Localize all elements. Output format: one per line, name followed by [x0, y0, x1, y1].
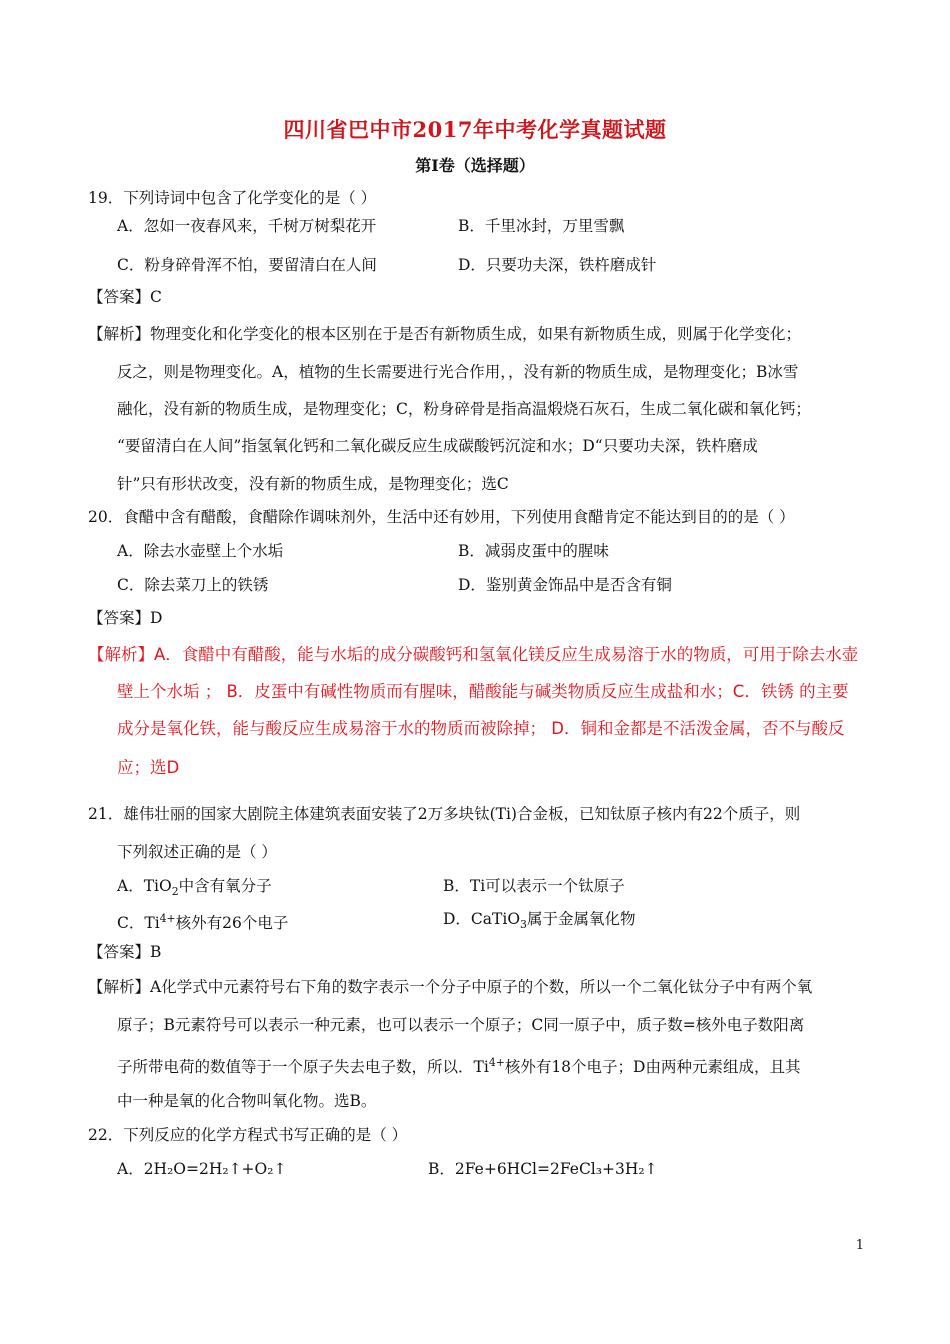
question-19-option-d: D．只要功夫深，铁杵磨成针	[458, 256, 657, 274]
question-21-option-c: C．$Ti^{4+}$核外有26个电子	[117, 912, 289, 933]
question-19-explanation-line: 针”只有形状改变，没有新的物质生成，是物理变化；选C	[117, 475, 509, 493]
question-21-explanation-line: 中一种是氧的化合物叫氧化物。选B。	[117, 1092, 377, 1110]
question-19-stem: 19．下列诗词中包含了化学变化的是（ ）	[88, 189, 377, 207]
page-number: 1	[855, 1238, 864, 1253]
question-19-option-b: B．千里冰封，万里雪飘	[458, 217, 625, 235]
section-heading: 第Ⅰ卷（选择题）	[415, 156, 535, 175]
question-21-stem-continued: 下列叙述正确的是（ ）	[117, 843, 277, 861]
question-19-option-a: A．忽如一夜春风来，千树万树梨花开	[117, 217, 377, 235]
question-19-answer: 【答案】C	[88, 288, 162, 306]
question-19-explanation-line: 反之，则是物理变化。A，植物的生长需要进行光合作用，，没有新的物质生成，是物理变化；B冰雪	[117, 363, 799, 381]
question-19-explanation-line: 【解析】物理变化和化学变化的根本区别在于是否有新物质生成，如果有新物质生成，则属于化学变化；	[88, 325, 802, 343]
question-21-option-d: D．CaTiO$_3$属于金属氧化物	[443, 910, 636, 932]
question-20-explanation-line: 成分是氧化铁，能与酸反应生成易溶于水的物质而被除掉； D．铜和金都是不活泼金属，否不与酸反	[117, 719, 845, 738]
question-21-option-b: B．Ti可以表示一个钛原子	[443, 877, 625, 895]
question-19-explanation-line: “要留清白在人间”指氢氧化钙和二氧化碳反应生成碳酸钙沉淀和水；D“只要功夫深，铁杵磨成	[117, 437, 758, 455]
question-19-option-c: C．粉身碎骨浑不怕，要留清白在人间	[117, 256, 377, 274]
question-21-answer: 【答案】B	[88, 943, 162, 961]
question-20-answer: 【答案】D	[88, 609, 163, 627]
question-21-explanation-line: 子所带电荷的数值等于一个原子失去电子数，所以．$Ti^{4+}$核外有18个电子；D由两种元素组成，且其	[117, 1056, 801, 1077]
question-20-option-b: B．减弱皮蛋中的腥味	[458, 542, 609, 560]
question-20-option-a: A．除去水壶壁上个水垢	[117, 542, 284, 560]
question-21-option-a: A．TiO$_2$中含有氧分子	[117, 877, 272, 899]
question-22-option-a: A．2H₂O=2H₂↑+O₂↑	[117, 1160, 287, 1178]
question-21-stem: 21．雄伟壮丽的国家大剧院主体建筑表面安装了2万多块钛(Ti)合金板，已知钛原子核内有22个质子，则	[88, 805, 801, 823]
question-21-explanation-line: 原子；B元素符号可以表示一种元素，也可以表示一个原子；C同一原子中，质子数=核外电子数阳离	[117, 1016, 805, 1034]
question-20-explanation-line: 【解析】A．食醋中有醋酸，能与水垢的成分碳酸钙和氢氧化镁反应生成易溶于水的物质，可用于除去水壶	[88, 645, 859, 664]
question-20-option-d: D．鉴别黄金饰品中是否含有铜	[458, 576, 672, 594]
question-20-explanation-line: 应；选D	[117, 758, 180, 777]
question-21-explanation-line: 【解析】A化学式中元素符号右下角的数字表示一个分子中原子的个数，所以一个二氧化钛分子中有两个氧	[88, 978, 813, 996]
question-20-explanation-line: 壁上个水垢 ； B．皮蛋中有碱性物质而有腥味，醋酸能与碱类物质反应生成盐和水；C．铁锈 的主要	[117, 682, 849, 701]
document-title: 四川省巴中市2017年中考化学真题试题	[283, 117, 667, 142]
question-22-stem: 22．下列反应的化学方程式书写正确的是（ ）	[88, 1126, 408, 1144]
question-22-option-b: B．2Fe+6HCl=2FeCl₃+3H₂↑	[428, 1160, 658, 1178]
question-20-option-c: C．除去菜刀上的铁锈	[117, 576, 269, 594]
question-19-explanation-line: 融化，没有新的物质生成，是物理变化；C，粉身碎骨是指高温煅烧石灰石，生成二氧化碳和氧化钙；	[117, 400, 811, 418]
question-20-stem: 20．食醋中含有醋酸，食醋除作调味剂外，生活中还有妙用，下列使用食醋肯定不能达到目的的是（ ）	[88, 508, 795, 526]
